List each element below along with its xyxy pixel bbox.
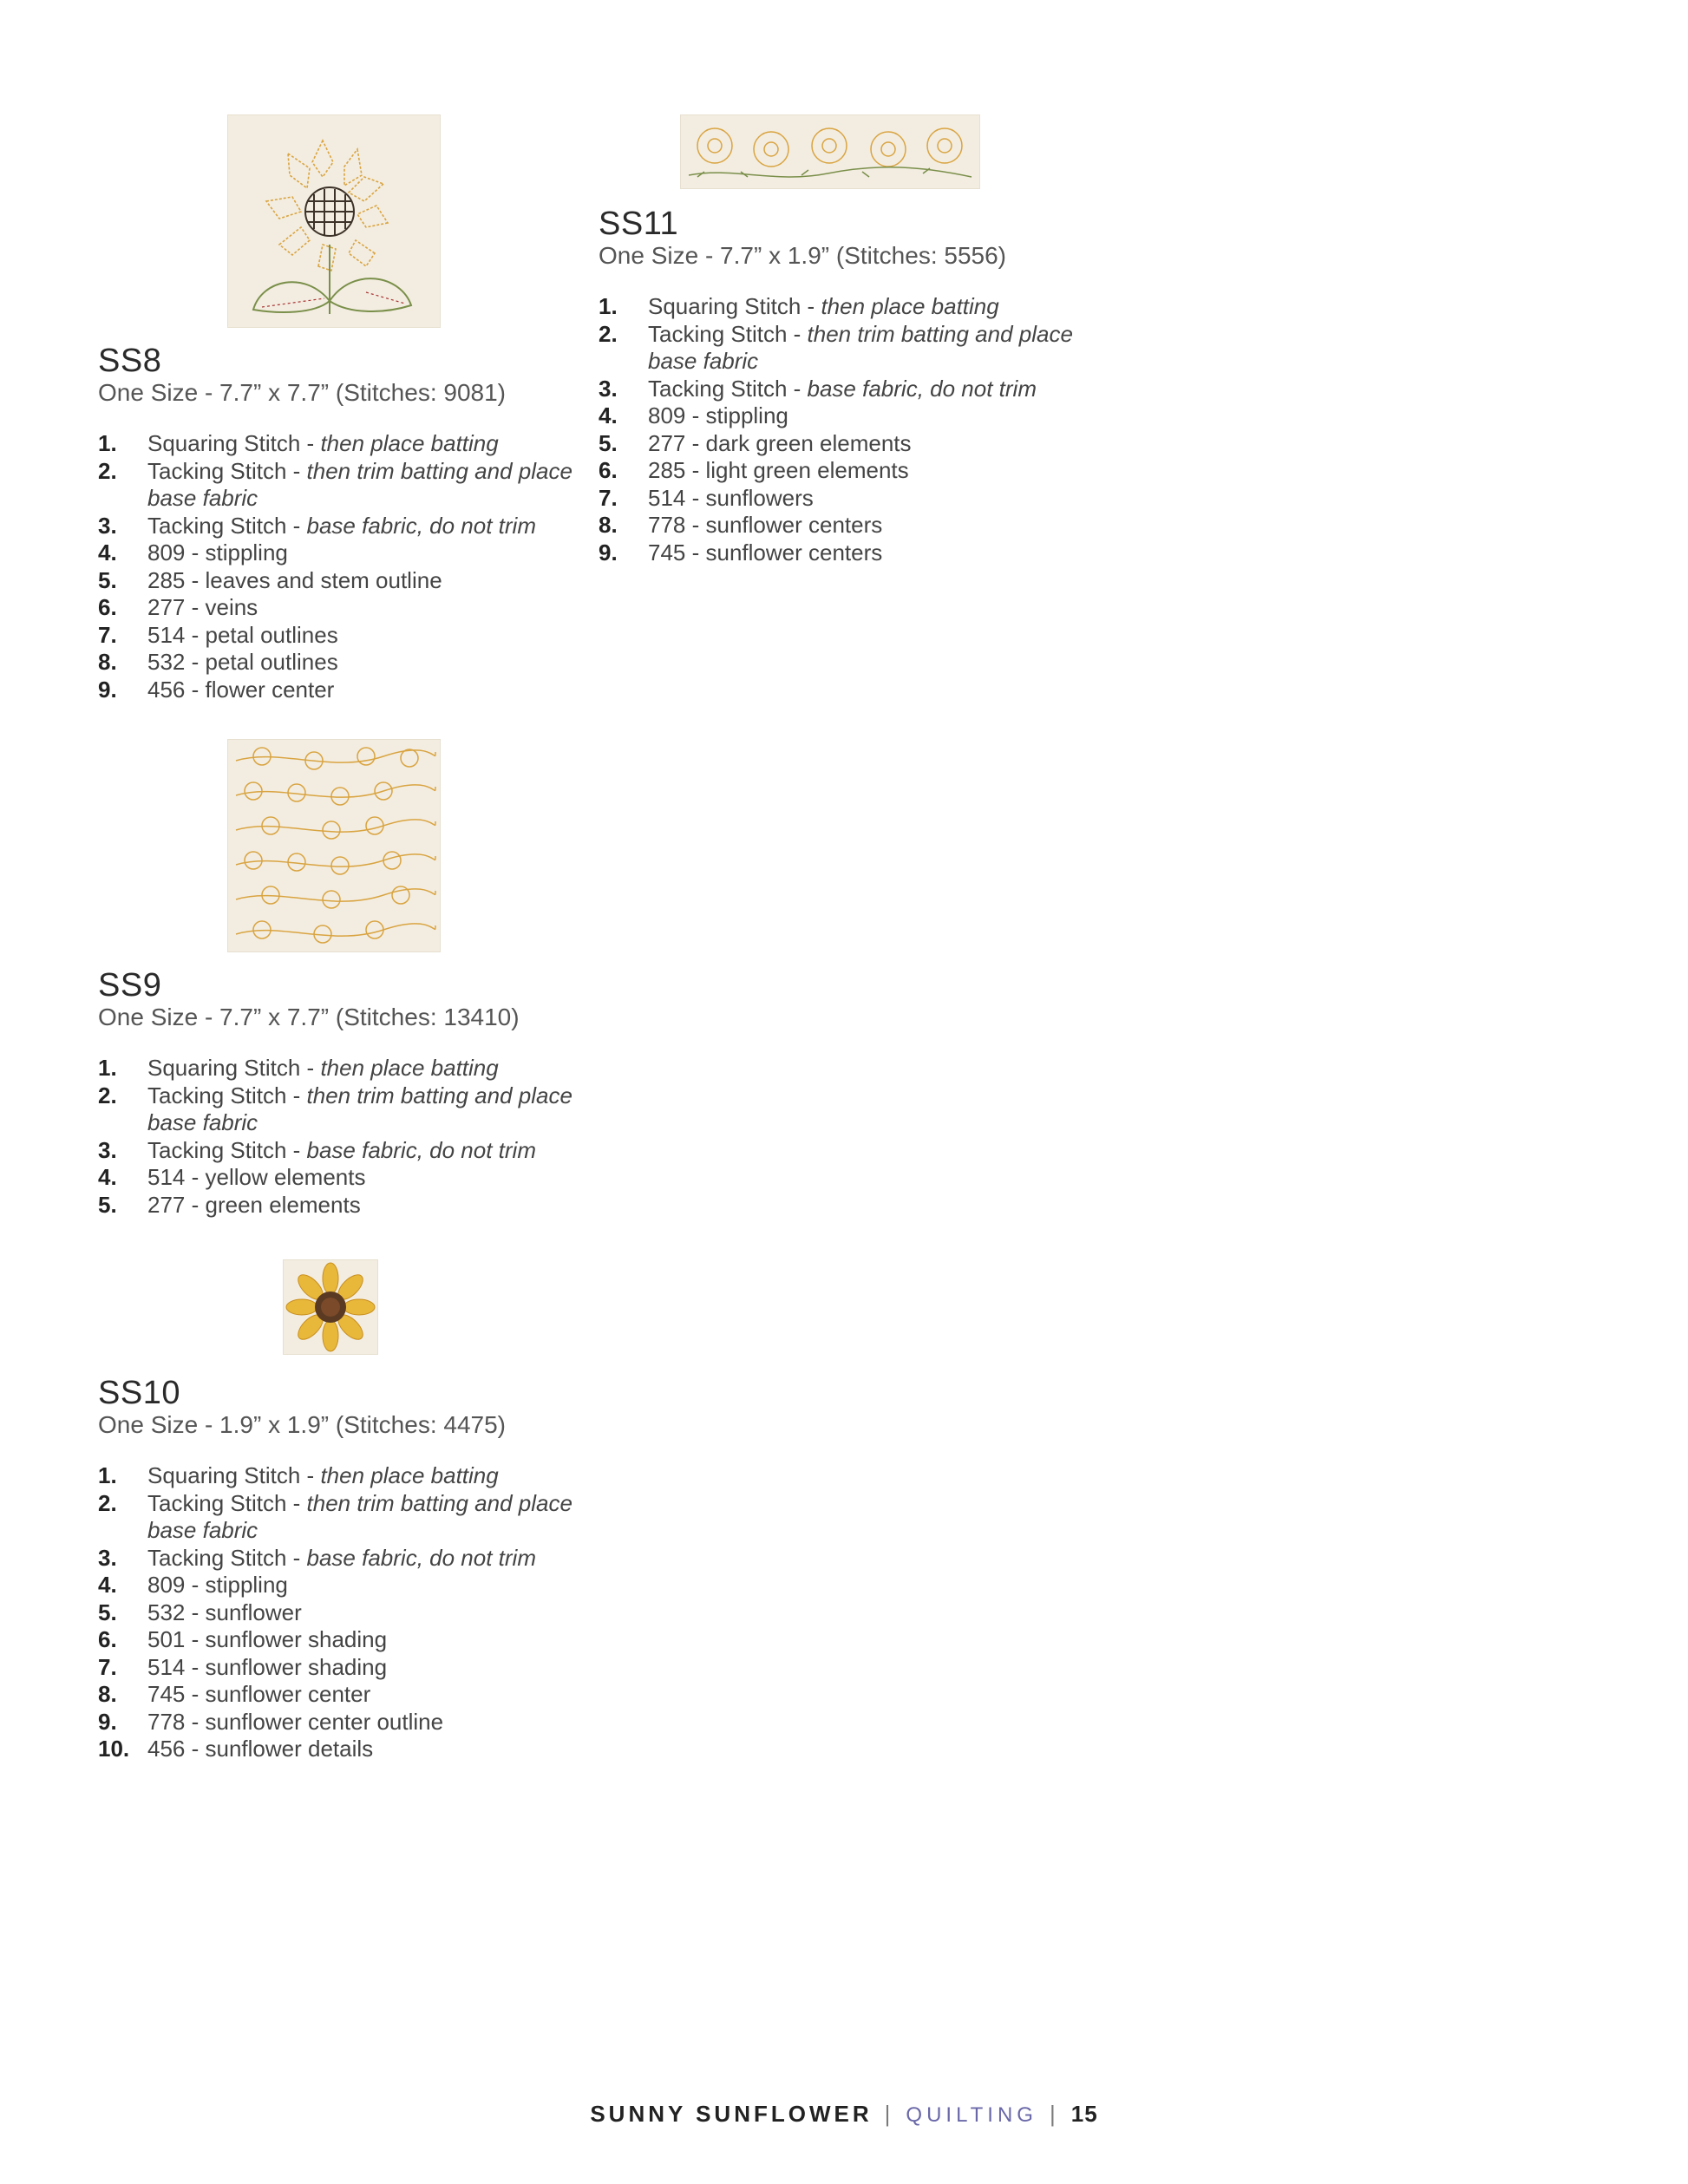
step-list [599,293,1084,566]
step-note: base fabric, do not trim [306,1544,536,1571]
step-number: 4. [98,1164,117,1190]
step-number: 6. [599,457,618,483]
step-instruction: 285 - leaves and stem outline [147,566,442,593]
step-text [147,458,584,513]
design-title: SS8 [98,343,162,379]
step-instruction: Squaring Stitch - [648,293,821,319]
step-number: 4. [599,402,618,428]
step-text [147,1709,584,1736]
step-number: 5. [98,1599,117,1625]
design-size: One Size - 1.9” x 1.9” (Stitches: 4475) [98,1411,506,1438]
step-item [599,402,1084,430]
step-number: 7. [98,621,117,648]
design-ss8 [98,343,584,703]
step-item [599,539,1084,567]
step-number: 1. [98,1055,117,1081]
step-item [599,293,1084,321]
step-instruction: Tacking Stitch - [147,1544,307,1571]
step-number: 5. [98,1191,117,1218]
page-number: 15 [1070,2101,1098,2127]
step-instruction: Tacking Stitch - [648,375,808,402]
step-item [98,1490,584,1545]
step-number: 4. [98,539,117,566]
step-number: 10. [98,1736,130,1762]
step-number: 7. [98,1653,117,1680]
step-text [147,1490,584,1545]
step-instruction: 745 - sunflower center [147,1681,371,1707]
step-item [98,1709,584,1736]
step-item [98,1192,584,1220]
footer-section: QUILTING [906,2103,1037,2127]
step-text [648,321,1084,376]
step-text [648,457,1084,485]
step-number: 9. [98,676,117,703]
step-instruction: 532 - sunflower [147,1599,302,1625]
step-number: 3. [98,1136,117,1163]
step-number: 8. [599,512,618,538]
design-size: One Size - 7.7” x 1.9” (Stitches: 5556) [599,242,1006,269]
step-text [147,1654,584,1682]
step-item [98,1137,584,1165]
step-number: 6. [98,1626,117,1652]
step-instruction: 514 - petal outlines [147,621,338,648]
step-note: then trim batting and place base fabric [147,457,572,511]
ss10-thumbnail [283,1259,378,1355]
footer-brand: SUNNY SUNFLOWER [590,2101,873,2127]
step-text [147,430,584,458]
step-instruction: Tacking Stitch - [648,320,808,347]
step-number: 3. [98,512,117,539]
step-text [147,567,584,595]
step-list [98,1055,584,1219]
step-text [648,430,1084,458]
step-text [147,1681,584,1709]
step-item [98,513,584,540]
step-text [147,1626,584,1654]
step-text [147,594,584,622]
step-instruction: 745 - sunflower centers [648,539,883,566]
step-note: base fabric, do not trim [306,512,536,539]
step-item [98,1572,584,1599]
step-instruction: Squaring Stitch - [147,1462,321,1488]
step-item [599,457,1084,485]
step-note: then trim batting and place base fabric [147,1489,572,1543]
step-number: 5. [98,566,117,593]
step-note: base fabric, do not trim [807,375,1037,402]
footer-separator: | [1049,2101,1059,2127]
design-ss10 [98,1376,584,1763]
step-number: 3. [599,375,618,402]
step-item [98,1654,584,1682]
step-number: 9. [98,1708,117,1735]
step-instruction: 514 - yellow elements [147,1164,366,1190]
filled-sunflower-image [283,1259,378,1355]
step-text [648,539,1084,567]
step-number: 3. [98,1544,117,1571]
step-number: 8. [98,1681,117,1707]
step-item [98,1462,584,1490]
step-text [147,1192,584,1220]
step-number: 2. [599,320,618,347]
step-instruction: 532 - petal outlines [147,649,338,675]
step-text [147,1572,584,1599]
step-instruction: 456 - sunflower details [147,1736,374,1762]
step-text [147,1137,584,1165]
step-instruction: 501 - sunflower shading [147,1626,388,1652]
step-text [147,622,584,650]
ss11-thumbnail [680,114,980,189]
step-item [98,1736,584,1763]
step-item [599,430,1084,458]
step-number: 8. [98,649,117,675]
step-text [147,539,584,567]
sunflower-outline-image [227,114,441,328]
step-instruction: 277 - green elements [147,1191,361,1218]
step-item [98,1599,584,1627]
step-note: then place batting [821,293,999,319]
step-instruction: 285 - light green elements [648,457,909,483]
step-text [147,1055,584,1082]
step-instruction: Tacking Stitch - [147,1082,307,1108]
step-number: 5. [599,429,618,456]
step-text [147,1545,584,1573]
step-instruction: 456 - flower center [147,676,335,703]
step-instruction: Squaring Stitch - [147,430,321,456]
step-text [648,293,1084,321]
step-text [147,513,584,540]
step-note: then place batting [320,1462,499,1488]
step-item [98,649,584,677]
sunflower-border-image [680,114,980,189]
step-item [98,622,584,650]
step-item [98,1082,584,1137]
step-number: 7. [599,484,618,511]
step-number: 2. [98,1082,117,1108]
step-item [98,1055,584,1082]
step-item [98,539,584,567]
step-item [599,485,1084,513]
design-size: One Size - 7.7” x 7.7” (Stitches: 13410) [98,1004,520,1030]
step-text [648,376,1084,403]
step-number: 1. [599,293,618,319]
step-note: then trim batting and place base fabric [648,320,1073,374]
step-text [147,677,584,704]
design-title: SS11 [599,206,679,242]
design-title: SS10 [98,1375,180,1411]
step-instruction: Tacking Stitch - [147,457,307,484]
step-note: then place batting [320,1055,499,1081]
step-text [147,649,584,677]
footer-separator: | [884,2101,894,2127]
step-text [147,1599,584,1627]
step-instruction: Tacking Stitch - [147,1489,307,1516]
step-item [98,594,584,622]
step-item [98,677,584,704]
design-title: SS9 [98,967,162,1004]
step-text [147,1462,584,1490]
page-footer [0,2101,1688,2128]
step-text [648,402,1084,430]
step-item [98,1626,584,1654]
step-text [147,1082,584,1137]
step-text [648,512,1084,539]
step-item [98,458,584,513]
step-instruction: 778 - sunflower center outline [147,1708,444,1735]
step-instruction: 514 - sunflower shading [147,1653,388,1680]
step-list [98,1462,584,1763]
step-number: 6. [98,594,117,620]
step-number: 4. [98,1572,117,1598]
step-note: base fabric, do not trim [306,1136,536,1163]
step-note: then place batting [320,430,499,456]
floral-vine-pattern-image [227,739,441,952]
step-item [599,376,1084,403]
step-instruction: 277 - dark green elements [648,429,912,456]
step-item [98,1545,584,1573]
step-number: 9. [599,539,618,566]
step-text [147,1164,584,1192]
step-note: then trim batting and place base fabric [147,1082,572,1135]
ss8-thumbnail [227,114,441,328]
step-instruction: Tacking Stitch - [147,512,307,539]
step-list [98,430,584,703]
step-instruction: 277 - veins [147,594,258,620]
step-instruction: 809 - stippling [147,539,288,566]
step-instruction: Squaring Stitch - [147,1055,321,1081]
step-item [98,567,584,595]
step-item [599,512,1084,539]
step-item [98,1681,584,1709]
step-instruction: 514 - sunflowers [648,484,814,511]
step-instruction: Tacking Stitch - [147,1136,307,1163]
step-item [98,430,584,458]
ss9-thumbnail [227,739,441,952]
step-text [147,1736,584,1763]
design-ss9 [98,968,584,1219]
step-number: 2. [98,457,117,484]
step-instruction: 809 - stippling [648,402,788,428]
step-instruction: 809 - stippling [147,1572,288,1598]
design-ss11 [599,206,1084,566]
step-instruction: 778 - sunflower centers [648,512,883,538]
step-text [648,485,1084,513]
design-size: One Size - 7.7” x 7.7” (Stitches: 9081) [98,379,506,406]
step-number: 2. [98,1489,117,1516]
step-item [98,1164,584,1192]
step-item [599,321,1084,376]
step-number: 1. [98,430,117,456]
step-number: 1. [98,1462,117,1488]
